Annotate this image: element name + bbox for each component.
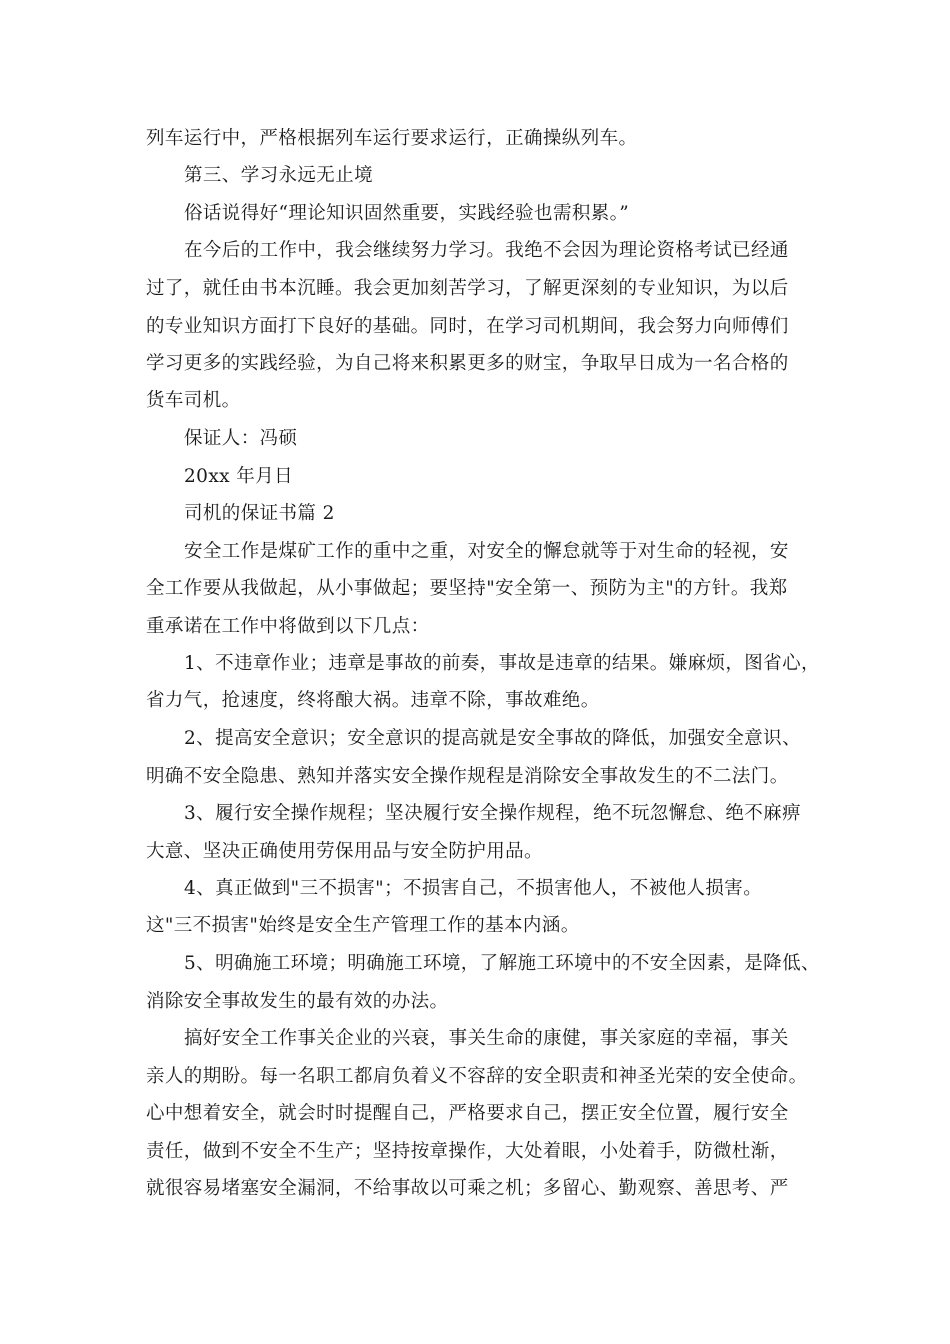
text-line: 搞好安全工作事关企业的兴衰，事关生命的康健，事关家庭的幸福，事关: [184, 1028, 789, 1049]
list-item: 1、不违章作业；违章是事故的前奏，事故是违章的结果。嫌麻烦，图省心，: [184, 653, 820, 674]
text-line: 明确不安全隐患、熟知并落实安全操作规程是消除安全事故发生的不二法门。: [146, 766, 789, 787]
text-line: 亲人的期盼。每一名职工都肩负着义不容辞的安全职责和神圣光荣的安全使命。: [146, 1066, 808, 1087]
text-line: 列车运行中，严格根据列车运行要求运行，正确操纵列车。: [146, 128, 638, 149]
text-line: 安全工作是煤矿工作的重中之重，对安全的懈怠就等于对生命的轻视，安: [184, 541, 789, 562]
list-item: 3、履行安全操作规程；坚决履行安全操作规程，绝不玩忽懈怠、绝不麻痹: [184, 803, 801, 824]
text-line: 学习更多的实践经验，为自己将来积累更多的财宝，争取早日成为一名合格的: [146, 353, 789, 374]
list-item: 2、提高安全意识；安全意识的提高就是安全事故的降低，加强安全意识、: [184, 728, 801, 749]
text-line: 俗话说得好“理论知识固然重要，实践经验也需积累。”: [184, 203, 630, 224]
section-heading: 第三、学习永远无止境: [184, 165, 374, 186]
text-line: 这"三不损害"始终是安全生产管理工作的基本内涵。: [146, 915, 580, 936]
text-line: 责任，做到不安全不生产；坚持按章操作，大处着眼，小处着手，防微杜渐，: [146, 1141, 789, 1162]
text-line: 省力气，抢速度，终将酿大祸。违章不除，事故难绝。: [146, 690, 600, 711]
guarantor-line: 保证人：冯硕: [184, 428, 298, 449]
text-line: 的专业知识方面打下良好的基础。同时，在学习司机期间，我会努力向师傅们: [146, 316, 789, 337]
list-item: 4、真正做到"三不损害"；不损害自己，不损害他人，不被他人损害。: [184, 878, 763, 899]
text-line: 货车司机。: [146, 390, 241, 411]
list-item: 5、明确施工环境；明确施工环境，了解施工环境中的不安全因素，是降低、: [184, 953, 820, 974]
text-line: 全工作要从我做起，从小事做起；要坚持"安全第一、预防为主"的方针。我郑: [146, 578, 788, 599]
section-title: 司机的保证书篇 2: [184, 503, 335, 524]
text-line: 过了，就任由书本沉睡。我会更加刻苦学习，了解更深刻的专业知识，为以后: [146, 278, 789, 299]
text-line: 大意、坚决正确使用劳保用品与安全防护用品。: [146, 841, 543, 862]
text-line: 在今后的工作中，我会继续努力学习。我绝不会因为理论资格考试已经通: [184, 240, 789, 261]
text-line: 重承诺在工作中将做到以下几点：: [146, 616, 430, 637]
text-line: 消除安全事故发生的最有效的办法。: [146, 991, 449, 1012]
text-line: 心中想着安全，就会时时提醒自己，严格要求自己，摆正安全位置，履行安全: [146, 1103, 789, 1124]
date-line: 20xx 年月日: [184, 466, 293, 487]
text-line: 就很容易堵塞安全漏洞，不给事故以可乘之机；多留心、勤观察、善思考、严: [146, 1178, 789, 1199]
